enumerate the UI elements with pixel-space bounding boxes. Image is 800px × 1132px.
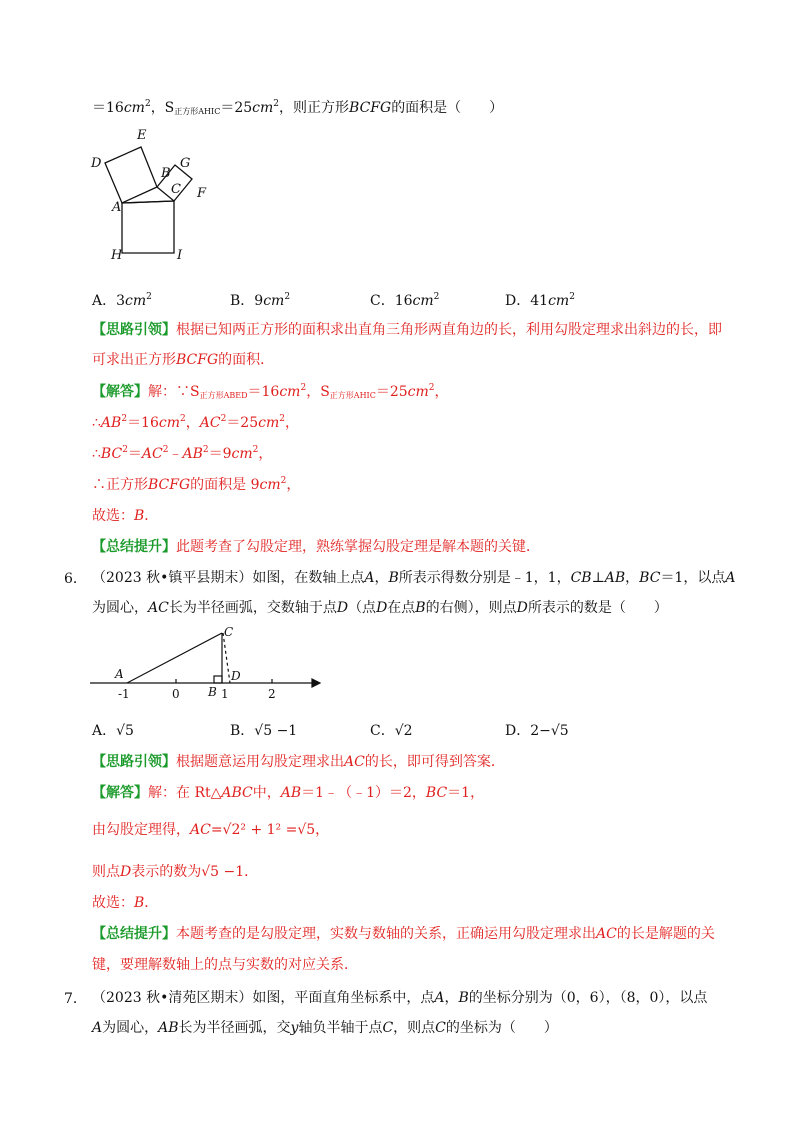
text: cm bbox=[412, 293, 434, 309]
q5-choose-line bbox=[92, 506, 158, 526]
text: （2023 秋•清苑区期末）如图，平面直角坐标系中，点 bbox=[92, 990, 435, 1006]
summary-tag: 【总结提升】 bbox=[92, 926, 176, 942]
text: A bbox=[364, 570, 375, 586]
label-b: B bbox=[161, 166, 171, 181]
q5-option-d[interactable] bbox=[505, 290, 575, 310]
label-c: C bbox=[224, 625, 234, 639]
text: ＝16 bbox=[127, 415, 159, 431]
text: 表示的数为√5 −1． bbox=[131, 864, 259, 880]
text: 2 bbox=[300, 383, 307, 393]
q6-answer-line-2 bbox=[92, 820, 329, 840]
text: cm bbox=[279, 384, 301, 400]
answer-tag: 【解答】 bbox=[92, 785, 148, 801]
label-i: I bbox=[177, 248, 183, 263]
text: ， bbox=[374, 570, 389, 586]
segment-ac bbox=[122, 201, 174, 203]
text: 的坐标为（ ） bbox=[445, 1020, 558, 1036]
q7-stem-line-2 bbox=[92, 1018, 558, 1038]
axis-arrow bbox=[312, 679, 320, 687]
text: CB bbox=[570, 570, 592, 586]
text: D bbox=[336, 600, 349, 616]
q6-answer-line-3 bbox=[92, 862, 258, 882]
text: AC bbox=[344, 754, 365, 770]
text: BCFG bbox=[176, 352, 219, 368]
text: 的右侧），则点 bbox=[425, 600, 517, 616]
text: 2−√5 bbox=[530, 723, 569, 739]
q5-hint-line-1 bbox=[92, 320, 722, 340]
text: 3 bbox=[116, 293, 126, 309]
text: 2 bbox=[428, 383, 435, 393]
q5-option-c[interactable] bbox=[370, 290, 439, 310]
text: D bbox=[376, 600, 388, 616]
text: 的长是解题的关 bbox=[616, 926, 715, 942]
text: BCFG bbox=[349, 100, 392, 116]
text: ， bbox=[434, 384, 449, 400]
q6-option-a[interactable] bbox=[92, 720, 134, 740]
text: D bbox=[516, 600, 528, 616]
text: AC bbox=[148, 600, 169, 616]
text: 所表示得数分别是﹣1，1， bbox=[398, 570, 571, 586]
text: ， bbox=[285, 415, 299, 431]
text: =√2² + 1² =√5， bbox=[210, 822, 330, 838]
text: C bbox=[382, 1020, 394, 1036]
text: BC bbox=[100, 446, 123, 462]
answer-tag: 【解答】 bbox=[92, 384, 148, 400]
text: ，则点 bbox=[393, 1020, 436, 1036]
square-ahic bbox=[122, 201, 174, 253]
text: 的面积是 9 bbox=[190, 477, 260, 493]
q5-option-b[interactable] bbox=[230, 290, 290, 310]
text: 2 bbox=[284, 292, 291, 302]
text: 正方形AHIC bbox=[329, 391, 376, 400]
text: 的长，即可得到答案． bbox=[364, 754, 505, 770]
text: 正方形ABED bbox=[199, 391, 248, 400]
text: B bbox=[388, 570, 399, 586]
text: C． bbox=[370, 293, 395, 309]
text: B bbox=[415, 600, 426, 616]
q6-number: 6． bbox=[64, 571, 87, 587]
text: 此题考查了勾股定理，熟练掌握勾股定理是解本题的关键． bbox=[176, 539, 540, 555]
text: 长为半径画弧，交数轴于点 bbox=[168, 600, 337, 616]
text: ． bbox=[144, 895, 159, 911]
text: 键，要理解数轴上的点与实数的对应关系． bbox=[92, 957, 358, 973]
text: y bbox=[290, 1020, 299, 1036]
text: ，S bbox=[306, 384, 330, 400]
label-d: D bbox=[91, 156, 102, 171]
text: ＝9 bbox=[208, 446, 232, 462]
summary-tag: 【总结提升】 bbox=[92, 539, 176, 555]
text: ． bbox=[144, 508, 159, 524]
text: BC bbox=[425, 785, 448, 801]
label-a: A bbox=[115, 667, 124, 681]
text: ＝1， bbox=[447, 785, 485, 801]
text: cm bbox=[407, 384, 429, 400]
text: AB bbox=[182, 446, 203, 462]
text: 由勾股定理得， bbox=[92, 822, 190, 838]
text: 为圆心， bbox=[92, 600, 148, 616]
text: ， bbox=[258, 446, 273, 462]
text: 正方形AHIC bbox=[174, 107, 221, 116]
text: 2 bbox=[122, 445, 128, 455]
text: 2 bbox=[146, 292, 152, 302]
q6-summary-line-2 bbox=[92, 955, 358, 975]
text: C． bbox=[370, 723, 395, 739]
text: ∴正方形 bbox=[92, 477, 148, 493]
tick-label-0: 0 bbox=[172, 687, 180, 701]
text: ， bbox=[185, 415, 200, 431]
label-a: A bbox=[112, 200, 122, 215]
text: 的面积． bbox=[218, 352, 275, 368]
text: ＝25 bbox=[220, 100, 253, 116]
q6-stem-line-1 bbox=[92, 568, 735, 588]
text: cm bbox=[259, 477, 281, 493]
text: 轴负半轴于点 bbox=[298, 1020, 383, 1036]
q5-option-a[interactable] bbox=[92, 290, 152, 310]
text: B bbox=[458, 990, 469, 1006]
text: 根据题意运用勾股定理求出 bbox=[176, 754, 344, 770]
label-c: C bbox=[171, 182, 181, 197]
text: AB bbox=[158, 1020, 179, 1036]
text: B bbox=[134, 895, 145, 911]
q6-hint-line bbox=[92, 752, 505, 772]
text: ＝25 bbox=[226, 415, 259, 431]
q6-summary-line-1 bbox=[92, 924, 715, 944]
text: ， bbox=[286, 477, 301, 493]
q6-figure bbox=[90, 620, 330, 702]
text: AB bbox=[100, 415, 122, 431]
text: 2 bbox=[252, 445, 259, 455]
text: ＝ bbox=[127, 446, 142, 462]
label-e: E bbox=[137, 128, 147, 143]
text: AB bbox=[280, 785, 302, 801]
label-f: F bbox=[197, 186, 207, 201]
text: 2 bbox=[280, 476, 287, 486]
text: ， bbox=[625, 570, 640, 586]
text: cm bbox=[123, 100, 145, 116]
text: √2 bbox=[394, 723, 413, 739]
text: BCFG bbox=[148, 477, 191, 493]
text: 长为半径画弧，交 bbox=[178, 1020, 291, 1036]
text: ，则正方形 bbox=[279, 100, 350, 116]
text: 则点 bbox=[92, 864, 120, 880]
q5-stem-line bbox=[92, 98, 503, 118]
text: cm bbox=[263, 293, 285, 309]
right-angle-mark bbox=[214, 676, 222, 683]
text: 的坐标分别为（0，6），（8，0），以点 bbox=[468, 990, 708, 1006]
hint-tag: 【思路引领】 bbox=[92, 754, 176, 770]
q7-stem-line-1 bbox=[92, 988, 707, 1008]
q6-option-b[interactable] bbox=[230, 720, 297, 740]
text: √5 bbox=[116, 723, 134, 739]
text: ＝1，以点 bbox=[660, 570, 726, 586]
text: 2 bbox=[202, 445, 209, 455]
text: A． bbox=[92, 293, 117, 309]
q7-number: 7． bbox=[64, 991, 87, 1007]
text: √5 −1 bbox=[254, 723, 298, 739]
text: 可求出正方形 bbox=[92, 352, 176, 368]
text: A． bbox=[92, 723, 117, 739]
text: 的面积是（ ） bbox=[391, 100, 504, 116]
text: A bbox=[725, 570, 736, 586]
label-g: G bbox=[180, 156, 191, 171]
text: cm bbox=[252, 100, 274, 116]
text: AC bbox=[199, 415, 221, 431]
text: 9 bbox=[254, 293, 264, 309]
text: cm bbox=[231, 446, 253, 462]
text: 解：∵S bbox=[148, 384, 200, 400]
text: 2 bbox=[144, 99, 151, 109]
text: ∴ bbox=[92, 446, 101, 462]
text: AB bbox=[604, 570, 626, 586]
text: 2 bbox=[433, 292, 440, 302]
q6-choose-line bbox=[92, 893, 158, 913]
q6-option-c[interactable] bbox=[370, 720, 413, 740]
text: cm bbox=[548, 293, 570, 309]
text: ABC bbox=[221, 785, 253, 801]
label-h: H bbox=[111, 248, 123, 263]
q5-answer-line-2 bbox=[92, 413, 299, 433]
text: 2 bbox=[569, 292, 575, 302]
text: ﹣ bbox=[168, 446, 183, 462]
text: C bbox=[435, 1020, 446, 1036]
text: 2 bbox=[279, 414, 285, 424]
text: AC bbox=[141, 446, 163, 462]
text: （2023 秋•镇平县期末）如图，在数轴上点 bbox=[92, 570, 365, 586]
text: B． bbox=[230, 723, 255, 739]
text: 故选： bbox=[92, 895, 134, 911]
q6-stem-line-2 bbox=[92, 598, 668, 618]
text: D bbox=[120, 864, 132, 880]
text: ，S bbox=[150, 100, 175, 116]
q6-option-d[interactable] bbox=[505, 720, 569, 740]
label-b: B bbox=[208, 685, 217, 699]
arc-ad bbox=[223, 633, 230, 683]
text: D． bbox=[505, 293, 531, 309]
segment-ac bbox=[127, 633, 222, 683]
text: 2 bbox=[121, 414, 128, 424]
hint-tag: 【思路引领】 bbox=[92, 322, 176, 338]
text: AC bbox=[596, 926, 617, 942]
text: ＝16 bbox=[247, 384, 280, 400]
text: 故选： bbox=[92, 508, 134, 524]
text: ， bbox=[444, 990, 459, 1006]
q5-hint-line-2 bbox=[92, 350, 274, 370]
text: 本题考查的是勾股定理，实数与数轴的关系，正确运用勾股定理求出 bbox=[176, 926, 596, 942]
text: ＝1﹣（﹣1）＝2， bbox=[301, 785, 426, 801]
q5-summary-line bbox=[92, 537, 540, 557]
text: AC bbox=[190, 822, 211, 838]
square-abed bbox=[105, 147, 157, 203]
text: 在点 bbox=[387, 600, 416, 616]
text: B． bbox=[230, 293, 255, 309]
q5-answer-line-4 bbox=[92, 475, 300, 495]
text: ⊥ bbox=[591, 570, 605, 586]
text: cm bbox=[258, 415, 280, 431]
text: 为圆心， bbox=[102, 1020, 159, 1036]
text: 所表示的数是（ ） bbox=[527, 600, 668, 616]
text: BC bbox=[639, 570, 661, 586]
text: 41 bbox=[530, 293, 549, 309]
q6-answer-line-1 bbox=[92, 783, 484, 803]
text: 解：在 Rt△ bbox=[148, 785, 222, 801]
label-d: D bbox=[231, 669, 241, 683]
q5-answer-line-1 bbox=[92, 382, 449, 402]
text: cm bbox=[125, 293, 147, 309]
text: 中， bbox=[252, 785, 281, 801]
tick-label-2: 2 bbox=[268, 687, 276, 701]
text: 2 bbox=[162, 445, 169, 455]
text: ＝16 bbox=[92, 100, 124, 116]
text: 根据已知两正方形的面积求出直角三角形两直角边的长，利用勾股定理求出斜边的长，即 bbox=[176, 322, 722, 338]
text: B bbox=[134, 508, 145, 524]
q5-answer-line-3 bbox=[92, 444, 272, 464]
text: 16 bbox=[394, 293, 413, 309]
text: A bbox=[92, 1020, 103, 1036]
text: cm bbox=[158, 415, 181, 431]
text: （点 bbox=[348, 600, 377, 616]
tick-label-minus1: -1 bbox=[118, 687, 130, 701]
text: 2 bbox=[180, 414, 186, 424]
tick-label-1: 1 bbox=[221, 687, 229, 701]
text: ＝25 bbox=[375, 384, 408, 400]
text: 2 bbox=[220, 414, 227, 424]
text: A bbox=[434, 990, 445, 1006]
q5-figure bbox=[85, 125, 225, 265]
text: D． bbox=[505, 723, 531, 739]
text: 2 bbox=[273, 99, 280, 109]
text: ∴ bbox=[92, 415, 101, 431]
